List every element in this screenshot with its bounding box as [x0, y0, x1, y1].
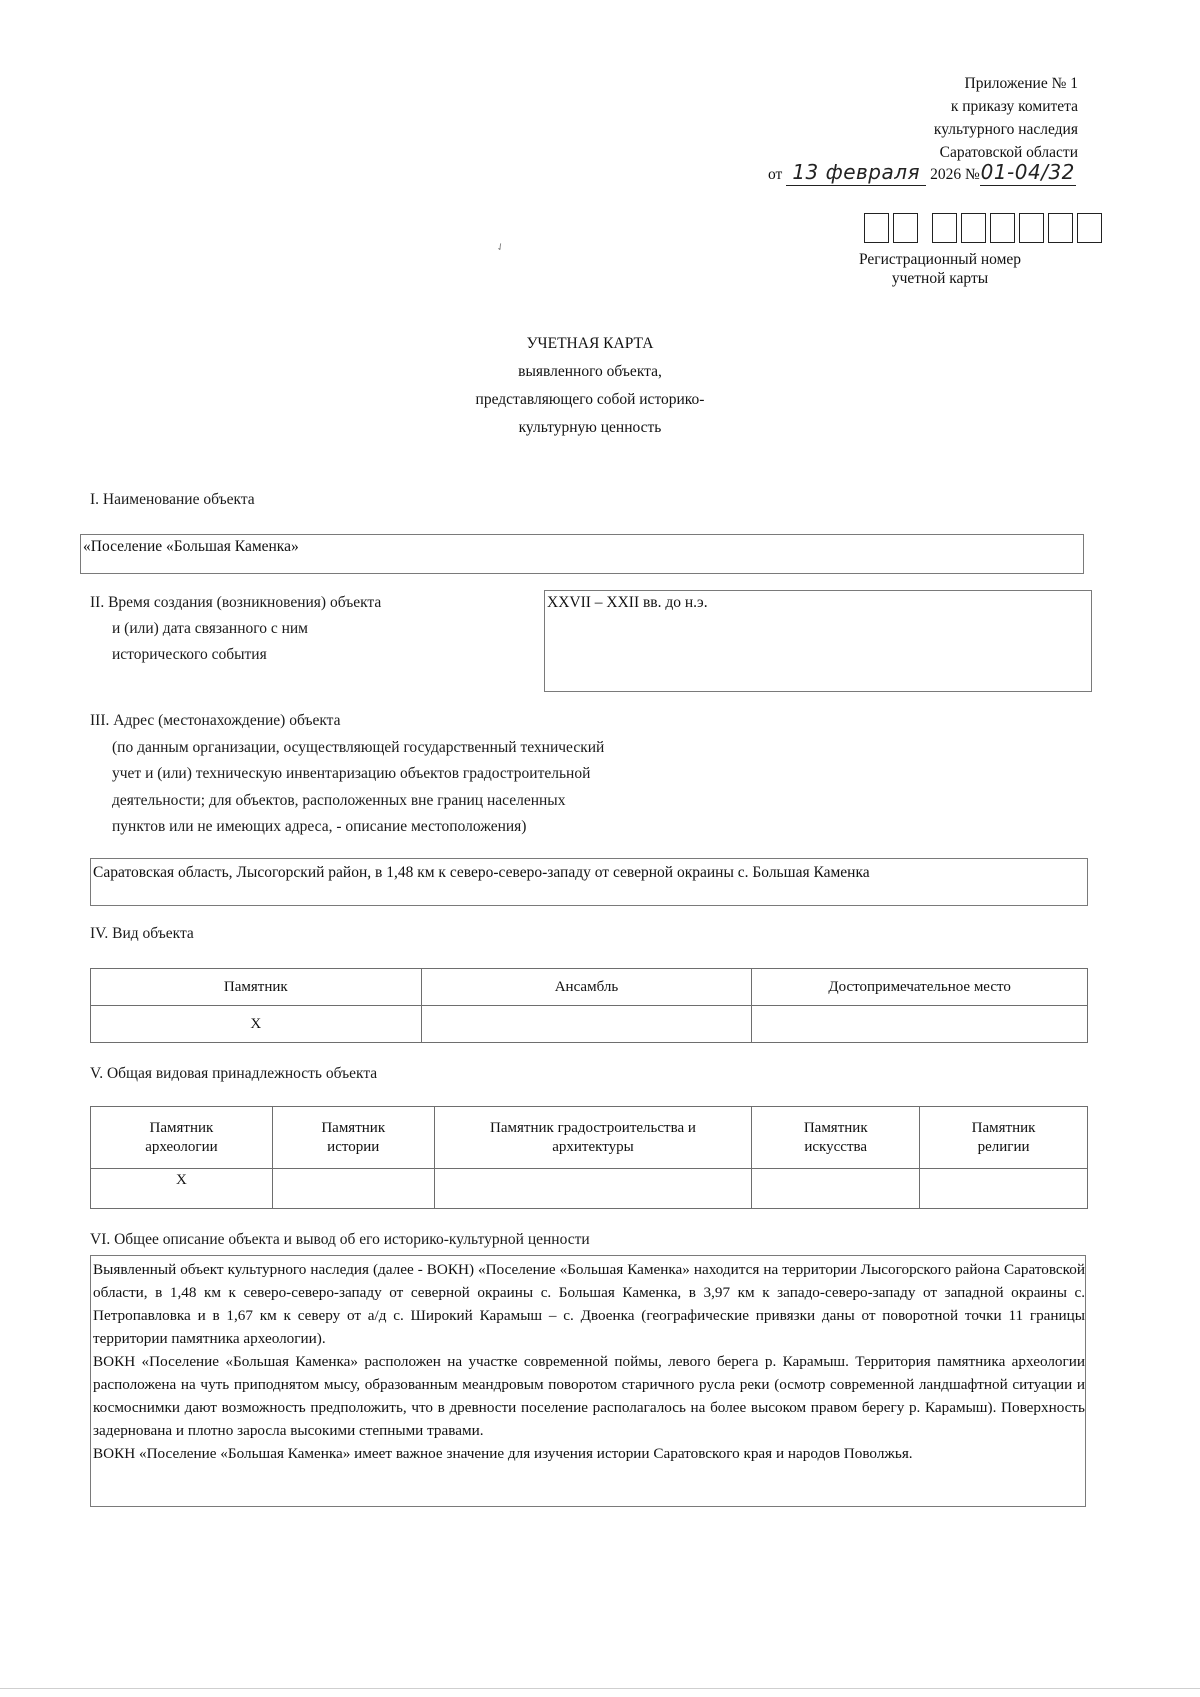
handwritten-number: 01-04/32	[980, 160, 1075, 184]
type-affiliation-table	[90, 1106, 1088, 1209]
registration-number-boxes	[864, 213, 1106, 243]
number-blank	[980, 160, 1076, 186]
section-3-label	[90, 708, 604, 841]
creation-time-value: XXVII – XXII вв. до н.э.	[547, 594, 708, 611]
date-prefix: от	[768, 166, 783, 183]
reg-box	[893, 213, 918, 243]
header-architecture-line-1: Памятник градостроительства и	[490, 1119, 696, 1136]
address-value: Саратовская область, Лысогорский район, в 1,48 км к северо-северо-западу от северной окраины с. Большая Каменка	[93, 864, 870, 881]
address-field	[90, 858, 1088, 906]
section-2-label-line-3: исторического события	[112, 646, 267, 663]
reg-box	[961, 213, 986, 243]
mark-ensemble	[421, 1006, 752, 1043]
reg-box	[1048, 213, 1073, 243]
section-2-label-line-2: и (или) дата связанного с ним	[112, 620, 308, 637]
mark-religion	[920, 1169, 1088, 1209]
handwritten-date: 13 февраля	[792, 160, 921, 184]
section-3-label-line-3: учет и (или) техническую инвентаризацию объектов градостроительной	[112, 765, 591, 782]
number-prefix: №	[964, 166, 980, 183]
title-line-3: представляющего собой историко-	[475, 391, 705, 408]
order-year: 2026	[930, 166, 962, 183]
mark-history	[272, 1169, 434, 1209]
section-2-label-line-1: II. Время создания (возникновения) объекта	[90, 594, 382, 611]
header-architecture	[434, 1107, 752, 1169]
appendix-line-2: к приказу комитета	[950, 98, 1078, 115]
mark-art	[752, 1169, 920, 1209]
header-religion	[920, 1107, 1088, 1169]
header-ensemble: Ансамбль	[421, 969, 752, 1006]
description-paragraph: ВОКН «Поселение «Большая Каменка» расположен на участке современной поймы, левого берега р. Карамыш. Территория памятника археологии расположена на чуть приподнятом мысу, образованным меандровым поворотом старичного русла реки (осмотр современной ландшафтной ситуации и космоснимки дают возможность предположить, что в древности поселение располагалось на более высоком правом берегу р. Карамыш). Поверхность задернована и плотно заросла высокими степными травами.	[93, 1353, 1085, 1439]
reg-box	[864, 213, 889, 243]
reg-box	[1019, 213, 1044, 243]
section-6-label: VI. Общее описание объекта и вывод об его историко-культурной ценности	[90, 1231, 590, 1248]
table-header-row	[91, 969, 1088, 1006]
header-history	[272, 1107, 434, 1169]
reg-box	[990, 213, 1015, 243]
section-4-label: IV. Вид объекта	[90, 925, 194, 942]
header-art	[752, 1107, 920, 1169]
header-landmark: Достопримечательное место	[752, 969, 1088, 1006]
header-religion-line-2: религии	[977, 1138, 1030, 1155]
registration-label	[840, 250, 1040, 289]
appendix-line-3: культурного наследия	[933, 121, 1078, 138]
table-row	[91, 1169, 1088, 1209]
mark-archaeology: X	[91, 1169, 273, 1209]
section-3-label-line-5: пунктов или не имеющих адреса, - описание местоположения)	[112, 818, 527, 835]
scan-speck: ✓	[494, 240, 508, 255]
appendix-line-4: Саратовской области	[939, 144, 1078, 161]
registration-label-line-1: Регистрационный номер	[858, 251, 1022, 268]
header-archaeology-line-1: Памятник	[149, 1119, 214, 1136]
mark-landmark	[752, 1006, 1088, 1043]
appendix-line-1: Приложение № 1	[964, 75, 1078, 92]
header-art-line-2: искусства	[804, 1138, 868, 1155]
header-archaeology	[91, 1107, 273, 1169]
date-blank	[786, 160, 926, 186]
description-paragraph: ВОКН «Поселение «Большая Каменка» имеет важное значение для изучения истории Саратовского края и народов Поволжья.	[93, 1445, 913, 1462]
object-type-table	[90, 968, 1088, 1043]
reg-box	[932, 213, 957, 243]
section-1-label: I. Наименование объекта	[90, 491, 255, 508]
scan-edge-line	[0, 1688, 1200, 1689]
header-architecture-line-2: архитектуры	[552, 1138, 634, 1155]
object-name-field	[80, 534, 1084, 574]
section-3-label-line-1: III. Адрес (местонахождение) объекта	[90, 712, 341, 729]
section-3-label-line-2: (по данным организации, осуществляющей государственный технический	[112, 738, 605, 756]
registration-label-line-2: учетной карты	[891, 270, 989, 288]
title-line-4: культурную ценность	[518, 419, 662, 436]
appendix-header	[718, 74, 1078, 166]
header-archaeology-line-2: археологии	[145, 1138, 218, 1155]
title-line-1: УЧЕТНАЯ КАРТА	[526, 335, 654, 352]
description-paragraph: Выявленный объект культурного наследия (далее - ВОКН) «Поселение «Большая Каменка» находится на территории Лысогорского района Саратовской области, в 1,48 км к северо-северо-западу от северной окраины с. Большая Каменка, в 3,97 км к западо-северо-западу от западной окраины с. Петропавловка и в 1,67 км к северу от а/д с. Широкий Карамыш – с. Двоенка (географические привязки даны от поворотной точки 11 границы территории памятника археологии).	[93, 1261, 1085, 1347]
document-title	[380, 334, 800, 446]
mark-architecture	[434, 1169, 752, 1209]
header-history-line-2: истории	[327, 1138, 380, 1155]
creation-time-field	[544, 590, 1092, 692]
reg-box	[1077, 213, 1102, 243]
object-name-value: «Поселение «Большая Каменка»	[83, 538, 299, 555]
section-2-label	[90, 590, 381, 668]
header-art-line-1: Памятник	[803, 1119, 868, 1136]
title-line-2: выявленного объекта,	[518, 363, 662, 380]
header-monument: Памятник	[91, 969, 422, 1006]
header-history-line-1: Памятник	[321, 1119, 386, 1136]
mark-monument: X	[91, 1006, 422, 1043]
table-row	[91, 1006, 1088, 1043]
object-description	[90, 1255, 1086, 1507]
header-religion-line-1: Памятник	[971, 1119, 1036, 1136]
order-date-line	[768, 160, 1128, 190]
table-header-row	[91, 1107, 1088, 1169]
section-3-label-line-4: деятельности; для объектов, расположенных вне границ населенных	[112, 791, 566, 809]
section-5-label: V. Общая видовая принадлежность объекта	[90, 1065, 378, 1082]
